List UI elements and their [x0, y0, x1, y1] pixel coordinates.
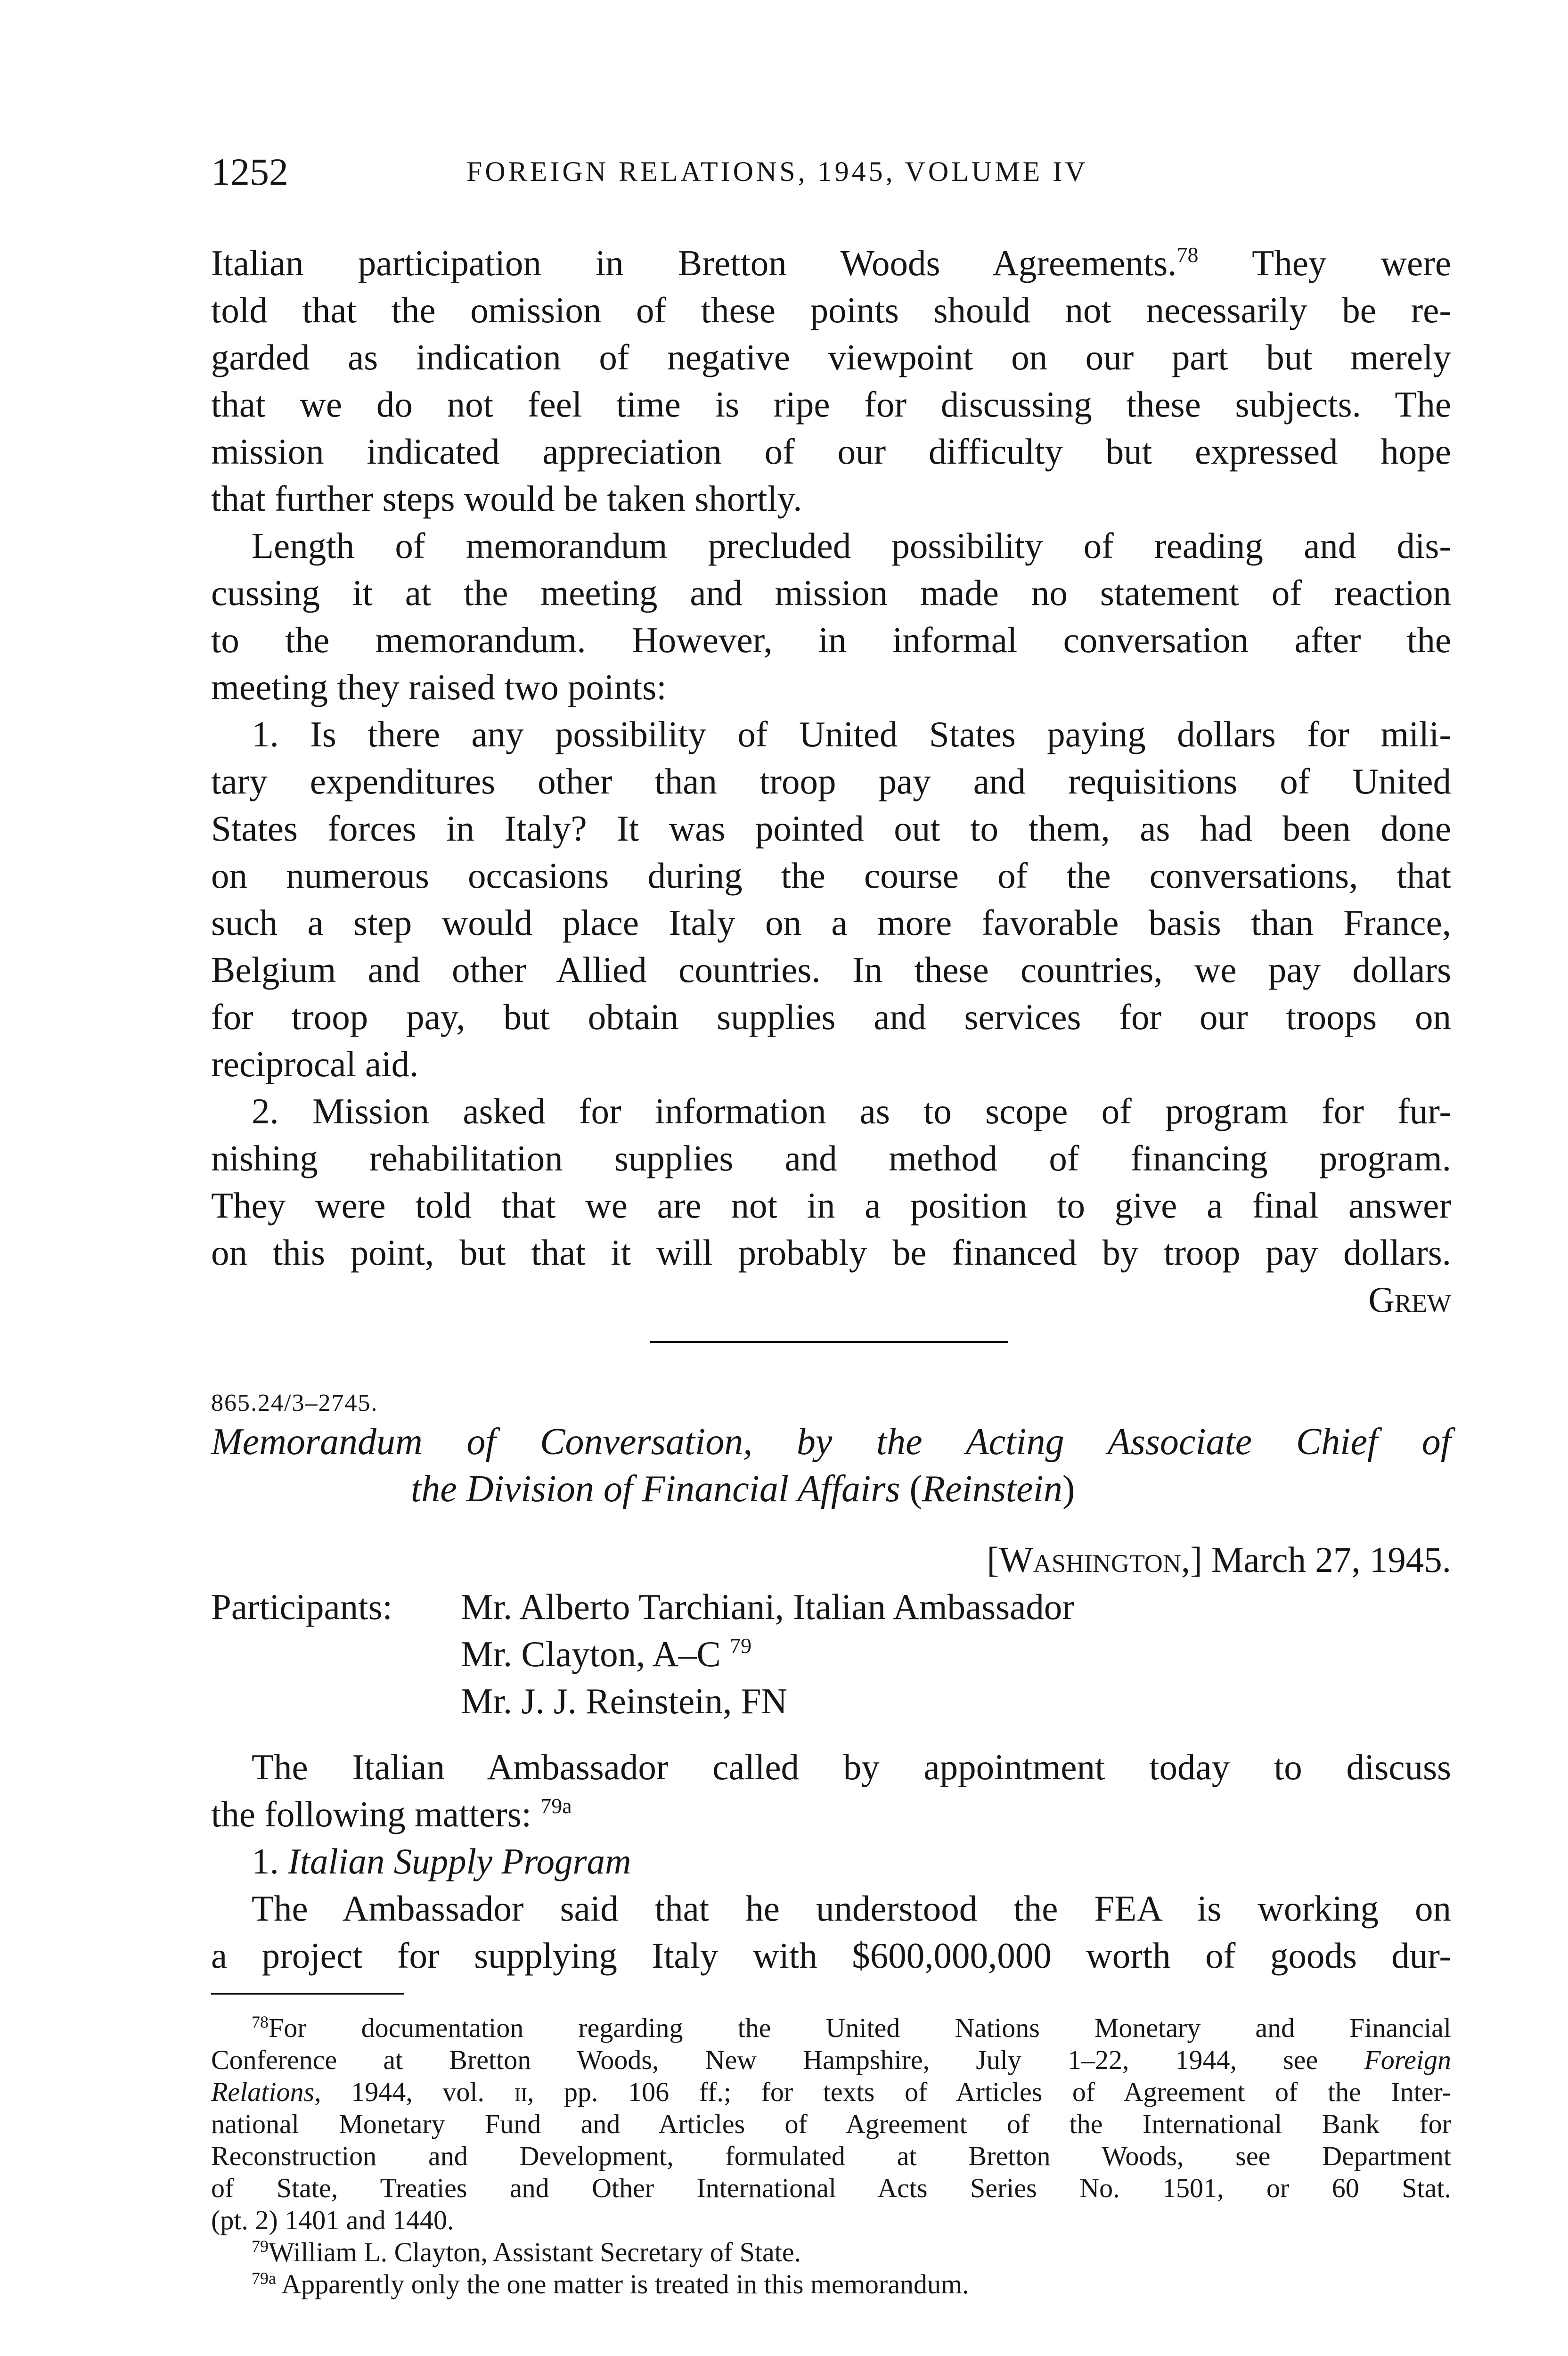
text-line: Italian participation in Bretton Woods Agreements.$^{78}$ They were [211, 243, 1452, 283]
text-line: reciprocal aid. [211, 1044, 419, 1084]
footnote-ref-79: 79 [730, 1634, 752, 1658]
footnote-line: (pt. 2) 1401 and 1440. [211, 2205, 454, 2235]
memo-title-line-2: the Division of Financial Affairs (Reinstein) [411, 1468, 1075, 1510]
text-line: 2. Mission asked for information as to scope of program for fur- [252, 1091, 1451, 1131]
section-heading: 1. Italian Supply Program [252, 1841, 631, 1882]
text-line: such a step would place Italy on a more favorable basis than France, [211, 902, 1451, 943]
text-line: on this point, but that it will probably be financed by troop pay dollars. [211, 1232, 1451, 1273]
text-line: told that the omission of these points should not necessarily be re- [211, 290, 1451, 330]
text-line: nishing rehabilitation supplies and method of financing program. [211, 1138, 1451, 1178]
footnote-line: of State, Treaties and Other International Acts Series No. 1501, or 60 Stat. [211, 2173, 1451, 2203]
text-line: that further steps would be taken shortly. [211, 478, 802, 519]
text-line: garded as indication of negative viewpoint on our part but merely [211, 337, 1451, 377]
file-reference: 865.24/3–2745. [211, 1390, 378, 1416]
text-line: tary expenditures other than troop pay and requisitions of United [211, 761, 1451, 802]
text-line: on numerous occasions during the course of the conversations, that [211, 855, 1451, 896]
footnote-79: $^{79}$William L. Clayton, Assistant Secretary of State. [252, 2237, 801, 2267]
text-line: a project for supplying Italy with $600,000,000 worth of goods dur- [211, 1935, 1451, 1976]
text-line: 1. Is there any possibility of United States paying dollars for mili- [252, 714, 1451, 754]
text-line: Length of memorandum precluded possibility of reading and dis- [252, 525, 1451, 566]
text-line: for troop pay, but obtain supplies and services for our troops on [211, 997, 1451, 1037]
page-header [211, 150, 1451, 192]
section-divider [650, 1341, 1008, 1343]
footnote-line: Relations, 1944, vol. ii, pp. 106 ff.; for texts of Articles of Agreement of the Inter- [211, 2077, 1451, 2107]
participant-1: Mr. Alberto Tarchiani, Italian Ambassador [461, 1587, 1074, 1627]
text-line: States forces in Italy? It was pointed out to them, as had been done [211, 808, 1451, 849]
memo-title-line-1: Memorandum of Conversation, by the Acting Associate Chief of [211, 1421, 1451, 1463]
footnote-ref-78: 78 [1176, 243, 1199, 267]
footnote-rule [211, 1993, 404, 1995]
footnote-ref-79a: 79a [540, 1794, 572, 1818]
text-line: cussing it at the meeting and mission made no statement of reaction [211, 573, 1451, 613]
footnote-79a: $^{79a}$ Apparently only the one matter is treated in this memorandum. [252, 2269, 969, 2299]
footnote-line: Reconstruction and Development, formulated at Bretton Woods, see Department [211, 2141, 1451, 2171]
text-line: They were told that we are not in a position to give a final answer [211, 1185, 1451, 1226]
participants-label: Participants: [211, 1587, 392, 1627]
text-line: The Italian Ambassador called by appointment today to discuss [252, 1747, 1451, 1787]
footnote-78: $^{78}$For documentation regarding the United Nations Monetary and Financial [252, 2012, 1451, 2043]
text-line: to the memorandum. However, in informal conversation after the [211, 620, 1451, 660]
footnote-line: national Monetary Fund and Articles of Agreement of the International Bank for [211, 2109, 1451, 2139]
dateline: [Washington,] March 27, 1945. [987, 1539, 1451, 1580]
text-line: mission indicated appreciation of our difficulty but expressed hope [211, 431, 1451, 472]
text-line: that we do not feel time is ripe for discussing these subjects. The [211, 384, 1451, 425]
footnote-line: Conference at Bretton Woods, New Hampshire, July 1–22, 1944, see Foreign [211, 2045, 1452, 2075]
text-line: Belgium and other Allied countries. In these countries, we pay dollars [211, 949, 1451, 990]
page-number: 1252 [211, 150, 288, 193]
participant-3: Mr. J. J. Reinstein, FN [461, 1681, 788, 1721]
text-line: meeting they raised two points: [211, 667, 667, 707]
running-title: FOREIGN RELATIONS, 1945, VOLUME IV [466, 156, 1088, 187]
participant-2: Mr. Clayton, A–C $^{79}$ [461, 1634, 752, 1674]
text-line: the following matters: $^{79a}$ [211, 1794, 572, 1834]
signature: Grew [1368, 1279, 1451, 1320]
text-line: The Ambassador said that he understood the FEA is working on [252, 1888, 1451, 1929]
